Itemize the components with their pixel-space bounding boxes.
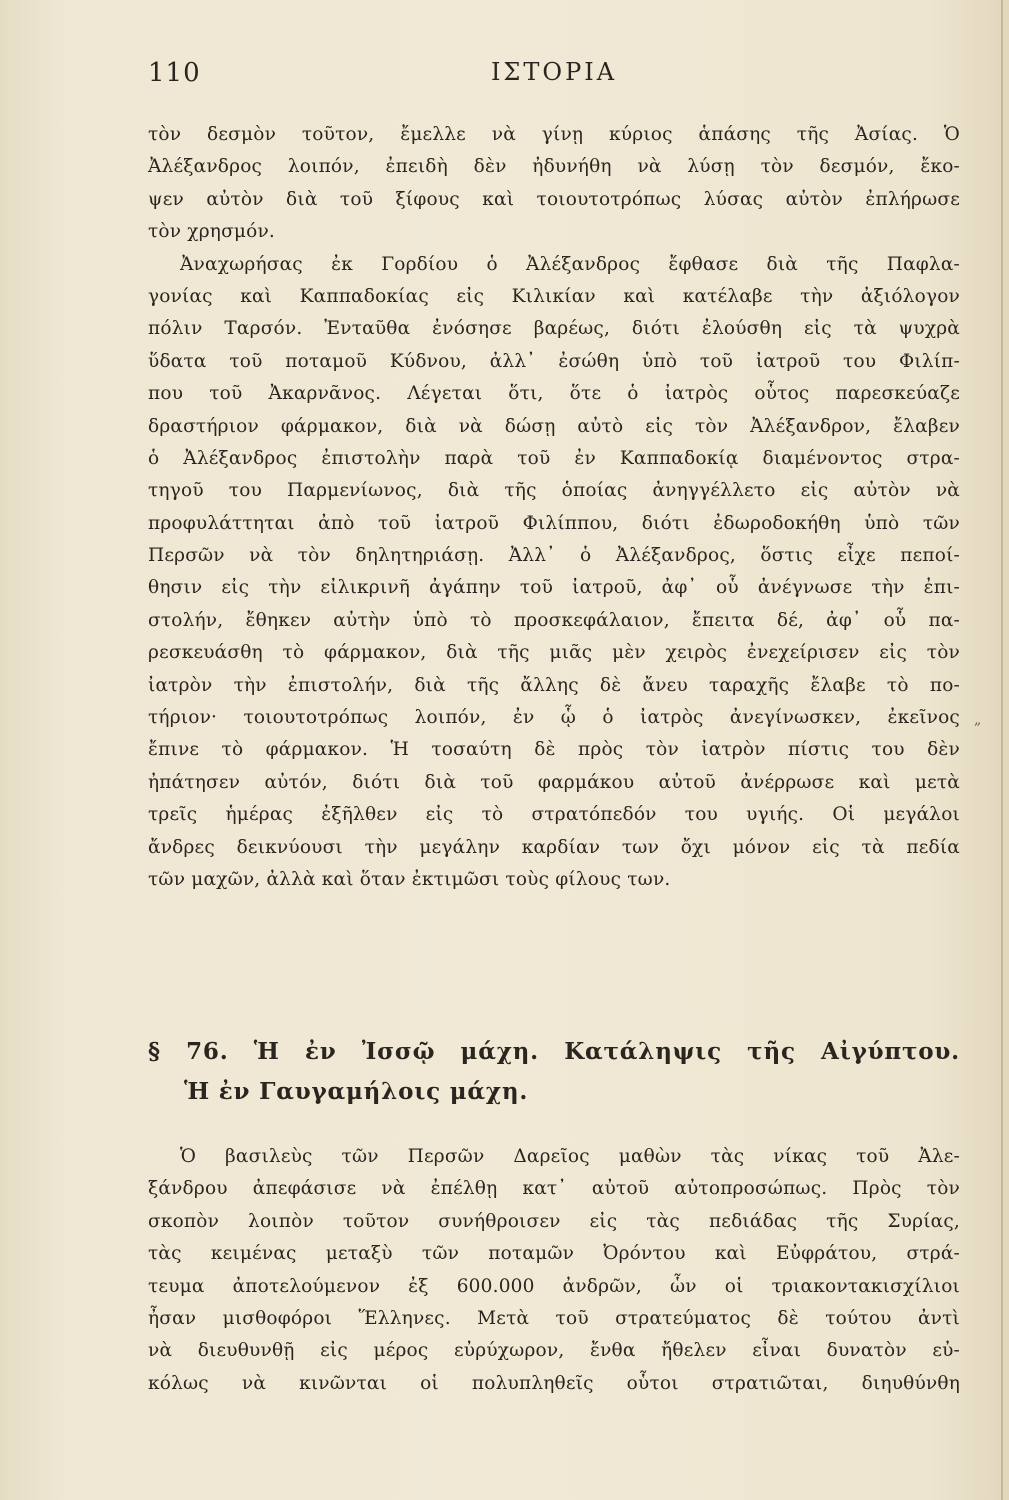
text-line: προφυλάττηται ἀπὸ τοῦ ἰατροῦ Φιλίππου, διότι ἐδωροδοκήθη ὑπὸ τῶν — [148, 512, 960, 534]
text-line: ἄνδρες δεικνύουσι τὴν μεγάλην καρδίαν των ὄχι μόνον εἰς τὰ πεδία — [148, 836, 960, 858]
text-line: ὁ Ἀλέξανδρος ἐπιστολὴν παρὰ τοῦ ἐν Καππαδοκίᾳ διαμένοντος στρα- — [148, 447, 960, 469]
text-line: τὰς κειμένας μεταξὺ τῶν ποταμῶν Ὀρόντου καὶ Εὐφράτου, στρά- — [148, 1243, 960, 1265]
section-heading — [148, 1032, 960, 1112]
margin-annotation: „ — [974, 712, 982, 728]
text-line: νὰ διευθυνθῇ εἰς μέρος εὐρύχωρον, ἔνθα ἤθελεν εἶναι δυνατὸν εὐ- — [148, 1340, 960, 1362]
section-title-line-2: Ἡ ἐν Γαυγαμήλοις μάχη. — [184, 1078, 529, 1105]
text-line: τηγοῦ του Παρμενίωνος, διὰ τῆς ὁποίας ἀνηγγέλλετο εἰς αὐτὸν νὰ — [148, 480, 960, 502]
section-body-text — [148, 1141, 960, 1400]
text-line: ὕδατα τοῦ ποταμοῦ Κύδνου, ἀλλ᾽ ἐσώθη ὑπὸ τοῦ ἰατροῦ του Φιλίπ- — [148, 350, 960, 372]
paragraph — [148, 119, 960, 249]
text-line: τῶν μαχῶν, ἀλλὰ καὶ ὅταν ἐκτιμῶσι τοὺς φίλους των. — [148, 868, 671, 890]
text-line: Ὁ βασιλεὺς τῶν Περσῶν Δαρεῖος μαθὼν τὰς νίκας τοῦ Ἀλε- — [180, 1146, 960, 1167]
text-line: τευμα ἀποτελούμενον ἐξ 600.000 ἀνδρῶν, ὧν οἱ τριακοντακισχίλιοι — [148, 1275, 960, 1297]
text-line: γονίας καὶ Καππαδοκίας εἰς Κιλικίαν καὶ κατέλαβε τὴν ἀξιόλογον — [148, 285, 960, 307]
text-line: στολήν, ἔθηκεν αὐτὴν ὑπὸ τὸ προσκεφάλαιον, ἔπειτα δέ, ἀφ᾽ οὗ πα- — [148, 609, 960, 631]
text-line: ἦσαν μισθοφόροι Ἕλληνες. Μετὰ τοῦ στρατεύματος δὲ τούτου ἀντὶ — [148, 1307, 960, 1329]
text-line: σκοπὸν λοιπὸν τοῦτον συνήθροισεν εἰς τὰς πεδιάδας τῆς Συρίας, — [148, 1210, 960, 1232]
paragraph — [148, 249, 960, 897]
page-edge — [1001, 0, 1003, 1500]
text-line: ἠπάτησεν αὐτόν, διότι διὰ τοῦ φαρμάκου αὐτοῦ ἀνέρρωσε καὶ μετὰ — [148, 771, 960, 793]
text-line: τὸν δεσμὸν τοῦτον, ἔμελλε νὰ γίνῃ κύριος ἁπάσης τῆς Ἀσίας. Ὁ — [148, 124, 960, 145]
text-line: Περσῶν νὰ τὸν δηλητηριάσῃ. Ἀλλ᾽ ὁ Ἀλέξανδρος, ὅστις εἶχε πεποί- — [148, 545, 960, 567]
text-line: Ἀλέξανδρος λοιπόν, ἐπειδὴ δὲν ἠδυνήθη νὰ λύσῃ τὸν δεσμόν, ἔκο- — [148, 156, 960, 178]
text-line: θησιν εἰς τὴν εἰλικρινῆ ἀγάπην τοῦ ἰατροῦ, ἀφ᾽ οὗ ἀνέγνωσε τὴν ἐπι- — [148, 577, 960, 599]
text-line: ἔπινε τὸ φάρμακον. Ἡ τοσαύτη δὲ πρὸς τὸν ἰατρὸν πίστις του δὲν — [148, 739, 960, 761]
text-line: πόλιν Ταρσόν. Ἐνταῦθα ἐνόσησε βαρέως, διότι ἐλούσθη εἰς τὰ ψυχρὰ — [148, 318, 960, 340]
text-line: τρεῖς ἡμέρας ἐξῆλθεν εἰς τὸ στρατόπεδόν του υγιής. Οἱ μεγάλοι — [148, 804, 960, 826]
text-line: τὸν χρησμόν. — [148, 221, 275, 243]
body-text — [148, 119, 960, 896]
text-line: δραστήριον φάρμακον, διὰ νὰ δώσῃ αὐτὸ εἰς τὸν Ἀλέξανδρον, ἔλαβεν — [148, 415, 960, 437]
text-line: τήριον· τοιουτοτρόπως λοιπόν, ἐν ᾧ ὁ ἰατρὸς ἀνεγίνωσκεν, ἐκεῖνος — [148, 707, 960, 729]
text-line: ξάνδρου ἀπεφάσισε νὰ ἐπέλθῃ κατ᾽ αὐτοῦ αὐτοπροσώπως. Πρὸς τὸν — [148, 1178, 960, 1200]
page-header — [148, 58, 960, 98]
page-number: 110 — [148, 58, 201, 88]
text-line: ψεν αὐτὸν διὰ τοῦ ξίφους καὶ τοιουτοτρόπως λύσας αὐτὸν ἐπλήρωσε — [148, 188, 960, 210]
running-title: ΙΣΤΟΡΙΑ — [490, 58, 618, 86]
text-line: Ἀναχωρήσας ἐκ Γορδίου ὁ Ἀλέξανδρος ἔφθασε διὰ τῆς Παφλα- — [180, 253, 960, 275]
text-line: κόλως νὰ κινῶνται οἱ πολυπληθεῖς οὗτοι στρατιῶται, διηυθύνθη — [148, 1372, 960, 1394]
text-line: που τοῦ Ἀκαρνᾶνος. Λέγεται ὅτι, ὅτε ὁ ἰατρὸς οὗτος παρεσκεύαζε — [148, 383, 960, 405]
text-line: ἰατρὸν τὴν ἐπιστολήν, διὰ τῆς ἄλλης δὲ ἄνευ ταραχῆς ἔλαβε τὸ πο- — [148, 674, 960, 696]
section-title-line-1: § 76. Ἡ ἐν Ἰσσῷ μάχη. Κατάληψις τῆς Αἰγύπτου. — [148, 1038, 960, 1065]
text-line: ρεσκευάσθη τὸ φάρμακον, διὰ τῆς μιᾶς μὲν χειρὸς ἐνεχείρισεν εἰς τὸν — [148, 642, 960, 664]
